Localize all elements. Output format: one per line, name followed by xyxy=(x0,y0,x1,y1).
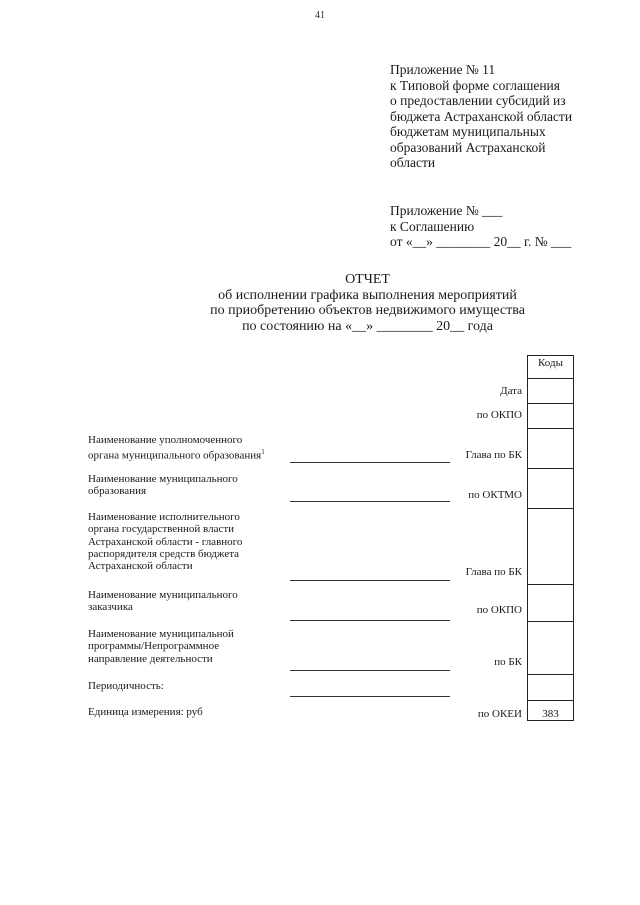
codes-row-divider xyxy=(528,428,573,429)
periodicity-label: Периодичность: xyxy=(88,680,164,692)
periodicity-field-line[interactable] xyxy=(290,696,450,697)
codes-row-divider xyxy=(528,700,573,701)
appendix-template-block xyxy=(390,62,630,171)
appendix-agreement-block xyxy=(390,203,630,250)
authorized-body-field-line[interactable] xyxy=(290,462,450,463)
oktmo-label: по ОКТМО xyxy=(468,489,522,501)
appendix-template-line: бюджетам муниципальных xyxy=(390,124,546,139)
appendix-agreement-line: от «__» ________ 20__ г. № ___ xyxy=(390,234,572,249)
executive-body-label: Наименование исполнительного органа государственной власти Астраханской области - главного распорядителя средств бюджета Астраханской области xyxy=(88,511,243,573)
head-bk-label-2: Глава по БК xyxy=(465,566,522,578)
authorized-body-label: Наименование уполномоченного органа муниципального образования$^1$ xyxy=(88,434,265,462)
okei-label: по ОКЕИ xyxy=(477,708,522,720)
okei-code-value: 383 xyxy=(542,708,559,720)
report-subtitle-line: по приобретению объектов недвижимого имущества xyxy=(210,303,525,318)
appendix-agreement-line: к Соглашению xyxy=(390,218,475,234)
codes-row-divider xyxy=(528,468,573,469)
okpo-label-2: по ОКПО xyxy=(476,604,522,616)
okpo-label: по ОКПО xyxy=(476,409,522,421)
head-bk-label: Глава по БК xyxy=(465,449,522,461)
municipality-label: Наименование муниципального образования xyxy=(88,473,238,498)
program-field-line[interactable] xyxy=(290,670,450,671)
codes-row-divider xyxy=(528,621,573,622)
codes-row-divider xyxy=(528,403,573,404)
appendix-template-line: бюджета Астраханской области xyxy=(390,108,573,124)
bk-label: по БК xyxy=(494,656,522,668)
appendix-template-line: образований Астраханской xyxy=(390,139,546,155)
page-number: 41 xyxy=(315,10,325,21)
appendix-template-line: области xyxy=(390,155,436,170)
appendix-template-line: к Типовой форме соглашения xyxy=(390,77,560,93)
date-label: Дата xyxy=(500,385,522,397)
municipality-field-line[interactable] xyxy=(290,501,450,502)
program-label: Наименование муниципальной программы/Непрограммное направление деятельности xyxy=(88,628,234,665)
codes-row-divider xyxy=(528,674,573,675)
footnote-mark: 1 xyxy=(261,448,265,457)
customer-field-line[interactable] xyxy=(290,620,450,621)
appendix-agreement-line: Приложение № ___ xyxy=(390,203,503,218)
codes-row-divider xyxy=(528,508,573,509)
report-title-block xyxy=(0,272,640,334)
codes-header: Коды xyxy=(538,357,563,369)
unit-label: Единица измерения: руб xyxy=(88,706,203,718)
customer-label: Наименование муниципального заказчика xyxy=(88,589,238,614)
codes-column xyxy=(527,355,574,721)
executive-body-field-line[interactable] xyxy=(290,580,450,581)
report-subtitle-line: об исполнении графика выполнения мероприятий xyxy=(218,287,517,303)
codes-row-divider xyxy=(528,378,573,379)
report-date-line: по состоянию на «__» ________ 20__ года xyxy=(242,318,493,334)
report-title: ОТЧЕТ xyxy=(345,272,390,287)
appendix-template-line: о предоставлении субсидий из xyxy=(390,93,566,108)
appendix-template-line: Приложение № 11 xyxy=(390,62,496,77)
codes-row-divider xyxy=(528,584,573,585)
